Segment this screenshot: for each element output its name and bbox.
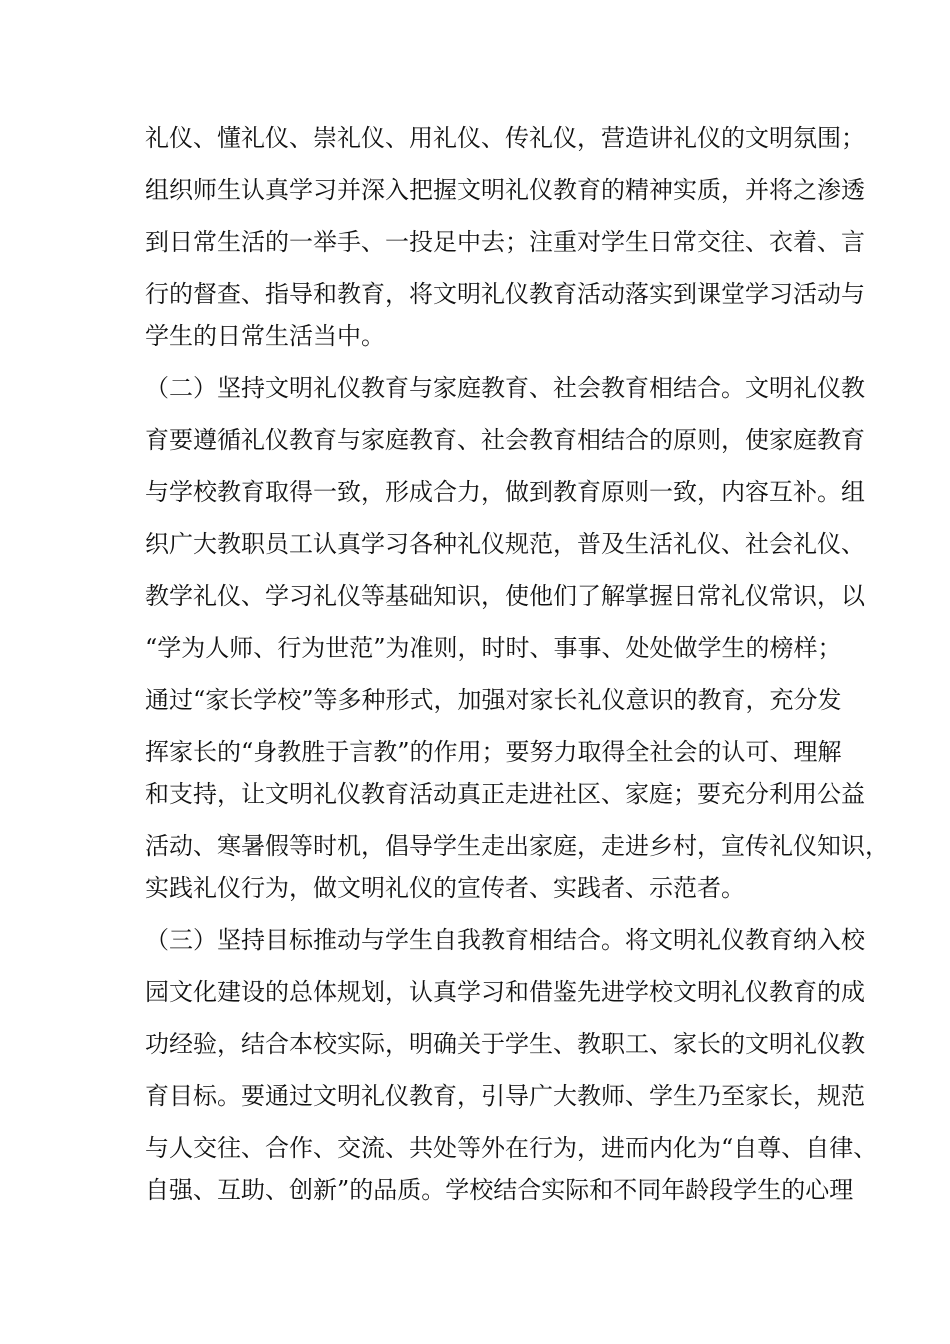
text-line: 功经验，结合本校实际，明确关于学生、教职工、家长的文明礼仪教 <box>145 1030 865 1058</box>
text-line: 织广大教职员工认真学习各种礼仪规范，普及生活礼仪、社会礼仪、 <box>145 530 865 558</box>
text-line: 育目标。要通过文明礼仪教育，引导广大教师、学生乃至家长，规范 <box>145 1082 865 1110</box>
text-line: 实践礼仪行为，做文明礼仪的宣传者、实践者、示范者。 <box>145 874 745 902</box>
text-line: 园文化建设的总体规划，认真学习和借鉴先进学校文明礼仪教育的成 <box>145 978 865 1006</box>
text-line: “学为人师、行为世范”为准则，时时、事事、处处做学生的榜样； <box>145 634 842 662</box>
text-line: 与学校教育取得一致，形成合力，做到教育原则一致，内容互补。组 <box>145 478 865 506</box>
text-line: 学生的日常生活当中。 <box>145 322 385 350</box>
text-line: 教学礼仪、学习礼仪等基础知识，使他们了解掌握日常礼仪常识，以 <box>145 582 865 610</box>
text-line: 自强、互助、创新”的品质。学校结合实际和不同年龄段学生的心理 <box>145 1176 854 1204</box>
text-line: 礼仪、懂礼仪、崇礼仪、用礼仪、传礼仪，营造讲礼仪的文明氛围； <box>145 124 865 152</box>
text-line: 与人交往、合作、交流、共处等外在行为，进而内化为“自尊、自律、 <box>145 1134 878 1162</box>
text-line: 行的督查、指导和教育，将文明礼仪教育活动落实到课堂学习活动与 <box>145 280 865 308</box>
text-line: 育要遵循礼仪教育与家庭教育、社会教育相结合的原则，使家庭教育 <box>145 426 865 454</box>
text-line: 和支持，让文明礼仪教育活动真正走进社区、家庭；要充分利用公益 <box>145 780 865 808</box>
text-line: 组织师生认真学习并深入把握文明礼仪教育的精神实质，并将之渗透 <box>145 176 865 204</box>
text-line: 到日常生活的一举手、一投足中去；注重对学生日常交往、衣着、言 <box>145 228 865 256</box>
paragraph-heading-line: （二）坚持文明礼仪教育与家庭教育、社会教育相结合。文明礼仪教 <box>145 374 865 402</box>
text-line: 活动、寒暑假等时机，倡导学生走出家庭，走进乡村，宣传礼仪知识， <box>145 832 889 860</box>
text-line: 通过“家长学校”等多种形式，加强对家长礼仪意识的教育，充分发 <box>145 686 842 714</box>
paragraph-heading-line: （三）坚持目标推动与学生自我教育相结合。将文明礼仪教育纳入校 <box>145 926 865 954</box>
text-line: 挥家长的“身教胜于言教”的作用；要努力取得全社会的认可、理解 <box>145 738 842 766</box>
